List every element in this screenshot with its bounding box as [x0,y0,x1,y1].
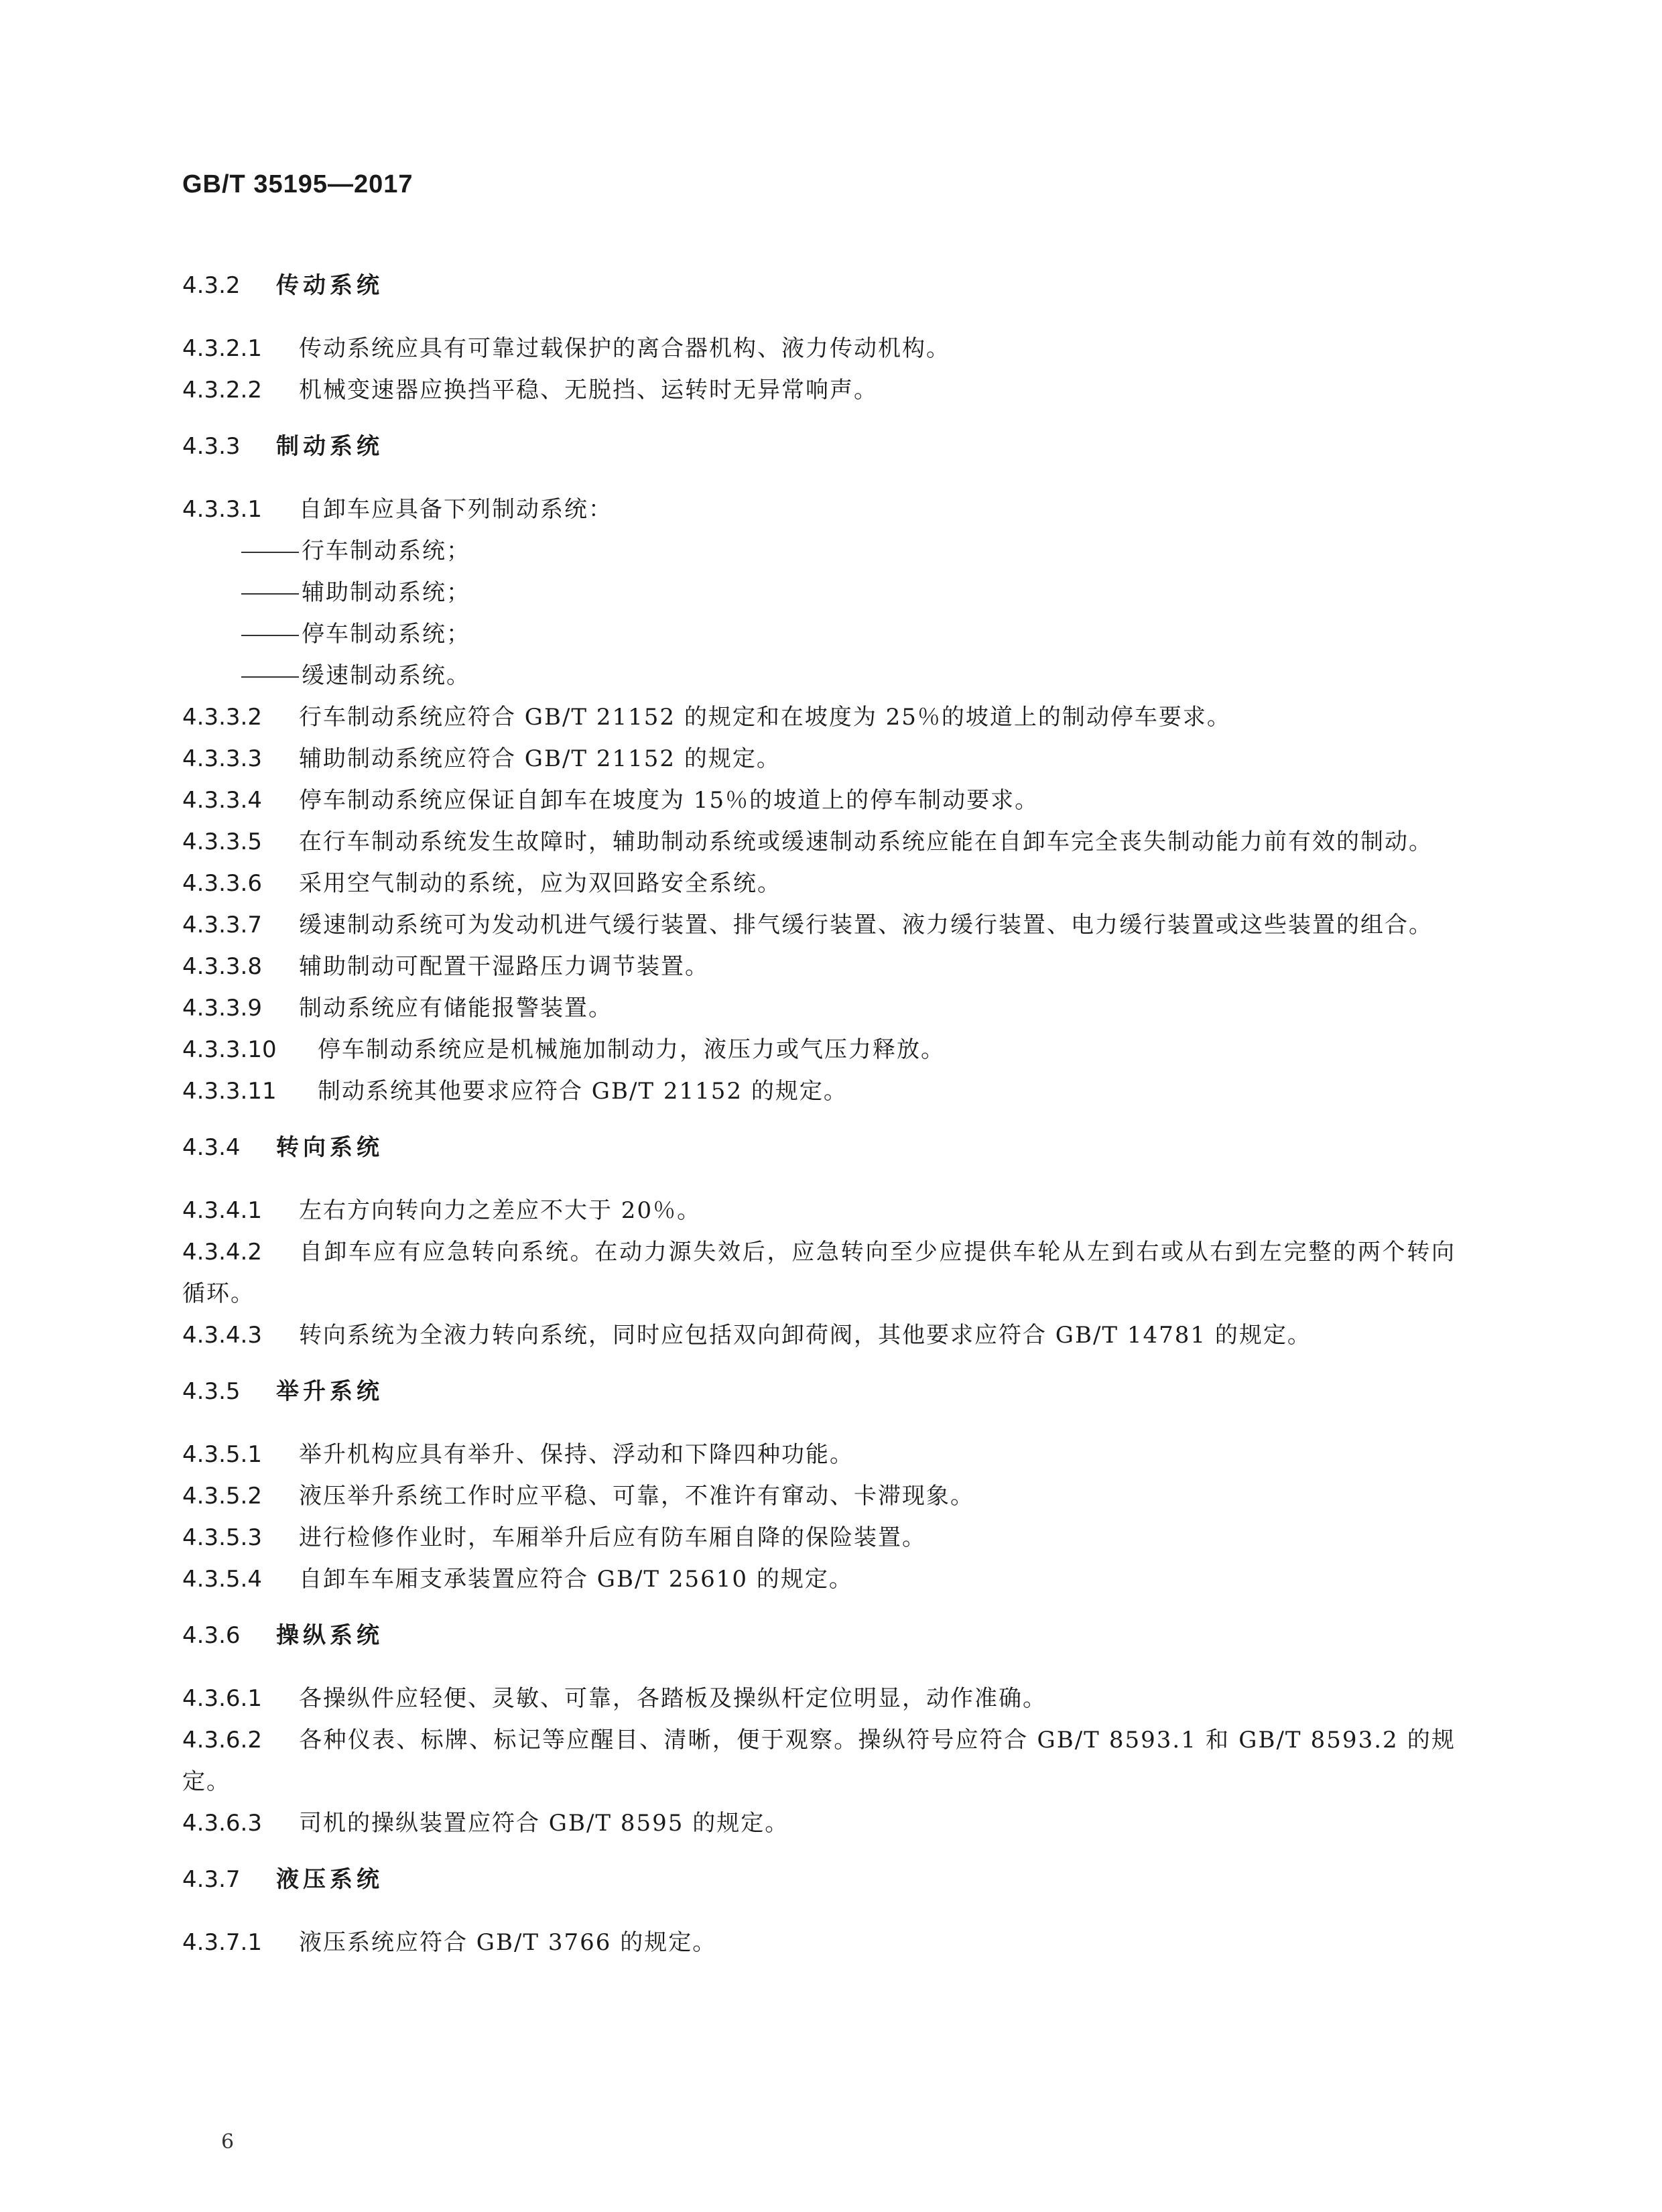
clause-text: 制动系统其他要求应符合 GB/T 21152 的规定。 [318,1078,848,1105]
clause-text: 各种仪表、标牌、标记等应醒目、清晰，便于观察。操纵符号应符合 GB/T 8593.1 和 GB/T 8593.2 的规定。 [182,1727,1456,1795]
clause-number: 4.3.6.3 [182,1810,262,1837]
list-dash [241,676,299,678]
standard-number-header: GB/T 35195—2017 [182,170,413,198]
section-number: 4.3.4 [182,1134,241,1161]
section-title: 操纵系统 [276,1622,383,1649]
clause-number: 4.3.5.1 [182,1441,262,1468]
clause-text: 左右方向转向力之差应不大于 20％。 [299,1197,702,1224]
clause-text: 辅助制动可配置干湿路压力调节装置。 [299,953,709,980]
clause-4-3-3-6 [182,863,1456,904]
clause-text: 自卸车应有应急转向系统。在动力源失效后，应急转向至少应提供车轮从左到右或从右到左完整的两个转向循环。 [182,1239,1456,1307]
document-body [182,265,1456,1963]
list-item-text: 辅助制动系统； [302,579,470,606]
list-item-brake-3 [182,613,1456,655]
list-dash [241,552,299,553]
clause-number: 4.3.2.2 [182,377,262,404]
clause-4-3-3-11 [182,1070,1456,1112]
section-title: 转向系统 [276,1134,383,1161]
clause-text: 机械变速器应换挡平稳、无脱挡、运转时无异常响声。 [299,377,878,404]
clause-text: 进行检修作业时，车厢举升后应有防车厢自降的保险装置。 [299,1524,926,1551]
section-title: 液压系统 [276,1866,383,1893]
clause-4-3-5-3 [182,1517,1456,1558]
section-number: 4.3.2 [182,272,241,299]
list-item-text: 停车制动系统； [302,621,470,648]
list-item-brake-2 [182,572,1456,613]
clause-number: 4.3.6.2 [182,1727,262,1754]
clause-number: 4.3.5.3 [182,1524,262,1551]
section-heading-4-3-2 [182,265,1456,306]
list-item-text: 行车制动系统； [302,538,470,564]
clause-4-3-3-4 [182,780,1456,821]
clause-number: 4.3.5.2 [182,1483,262,1510]
clause-text: 液压系统应符合 GB/T 3766 的规定。 [299,1929,717,1956]
clause-4-3-5-1 [182,1434,1456,1475]
clause-number: 4.3.4.1 [182,1197,262,1224]
section-number: 4.3.5 [182,1378,241,1405]
list-dash [241,635,299,636]
clause-number: 4.3.3.6 [182,870,262,897]
clause-number: 4.3.3.2 [182,704,262,731]
clause-number: 4.3.3.8 [182,953,262,980]
clause-text: 自卸车应具备下列制动系统： [299,496,613,523]
clause-4-3-3-3 [182,738,1456,780]
section-heading-4-3-3 [182,426,1456,467]
clause-text: 举升机构应具有举升、保持、浮动和下降四种功能。 [299,1441,854,1468]
page-number: 6 [221,2130,235,2154]
clause-text: 制动系统应有储能报警装置。 [299,995,613,1022]
clause-4-3-7-1 [182,1922,1456,1963]
clause-4-3-6-2 [182,1719,1456,1802]
clause-number: 4.3.4.3 [182,1322,262,1349]
section-heading-4-3-5 [182,1371,1456,1412]
clause-4-3-4-2 [182,1231,1456,1314]
clause-4-3-3-2 [182,696,1456,738]
clause-number: 4.3.6.1 [182,1685,262,1712]
section-number: 4.3.7 [182,1866,241,1893]
list-dash [241,593,299,595]
clause-number: 4.3.4.2 [182,1239,262,1266]
section-title: 举升系统 [276,1378,383,1405]
clause-4-3-2-1 [182,328,1456,369]
clause-text: 行车制动系统应符合 GB/T 21152 的规定和在坡度为 25％的坡道上的制动停车要求。 [299,704,1231,731]
clause-text: 自卸车车厢支承装置应符合 GB/T 25610 的规定。 [299,1566,853,1593]
clause-number: 4.3.3.10 [182,1036,277,1063]
clause-4-3-3-5 [182,821,1456,863]
section-title: 传动系统 [276,272,383,299]
clause-text: 停车制动系统应保证自卸车在坡度为 15％的坡道上的停车制动要求。 [299,787,1039,814]
clause-text: 采用空气制动的系统，应为双回路安全系统。 [299,870,781,897]
section-title: 制动系统 [276,433,383,460]
clause-4-3-5-4 [182,1558,1456,1600]
section-heading-4-3-6 [182,1615,1456,1656]
clause-4-3-6-1 [182,1678,1456,1719]
clause-number: 4.3.5.4 [182,1566,262,1593]
clause-number: 4.3.3.4 [182,787,262,814]
clause-4-3-3-1 [182,489,1456,530]
clause-text: 停车制动系统应是机械施加制动力，液压力或气压力释放。 [318,1036,945,1063]
clause-number: 4.3.3.7 [182,912,262,938]
clause-number: 4.3.7.1 [182,1929,262,1956]
clause-number: 4.3.3.3 [182,745,262,772]
clause-text: 司机的操纵装置应符合 GB/T 8595 的规定。 [299,1810,789,1837]
section-heading-4-3-7 [182,1859,1456,1900]
clause-text: 在行车制动系统发生故障时，辅助制动系统或缓速制动系统应能在自卸车完全丧失制动能力前有效的制动。 [299,828,1433,855]
list-item-text: 缓速制动系统。 [302,662,470,689]
clause-4-3-4-3 [182,1314,1456,1356]
clause-number: 4.3.3.9 [182,995,262,1022]
clause-text: 液压举升系统工作时应平稳、可靠，不准许有窜动、卡滞现象。 [299,1483,974,1510]
clause-4-3-6-3 [182,1802,1456,1844]
clause-4-3-3-9 [182,987,1456,1029]
clause-4-3-4-1 [182,1190,1456,1231]
list-item-brake-1 [182,530,1456,572]
clause-4-3-3-7 [182,904,1456,946]
clause-4-3-2-2 [182,369,1456,411]
clause-4-3-3-8 [182,946,1456,987]
clause-4-3-3-10 [182,1029,1456,1070]
clause-number: 4.3.2.1 [182,335,262,362]
clause-text: 缓速制动系统可为发动机进气缓行装置、排气缓行装置、液力缓行装置、电力缓行装置或这些装置的组合。 [299,912,1433,938]
clause-number: 4.3.3.11 [182,1078,277,1105]
clause-text: 各操纵件应轻便、灵敏、可靠，各踏板及操纵杆定位明显，动作准确。 [299,1685,1047,1712]
clause-number: 4.3.3.5 [182,828,262,855]
section-heading-4-3-4 [182,1127,1456,1168]
clause-text: 转向系统为全液力转向系统，同时应包括双向卸荷阀，其他要求应符合 GB/T 14781 的规定。 [299,1322,1312,1349]
clause-4-3-5-2 [182,1475,1456,1517]
clause-text: 辅助制动系统应符合 GB/T 21152 的规定。 [299,745,781,772]
list-item-brake-4 [182,655,1456,696]
clause-text: 传动系统应具有可靠过载保护的离合器机构、液力传动机构。 [299,335,950,362]
section-number: 4.3.3 [182,433,241,460]
clause-number: 4.3.3.1 [182,496,262,523]
section-number: 4.3.6 [182,1622,241,1649]
